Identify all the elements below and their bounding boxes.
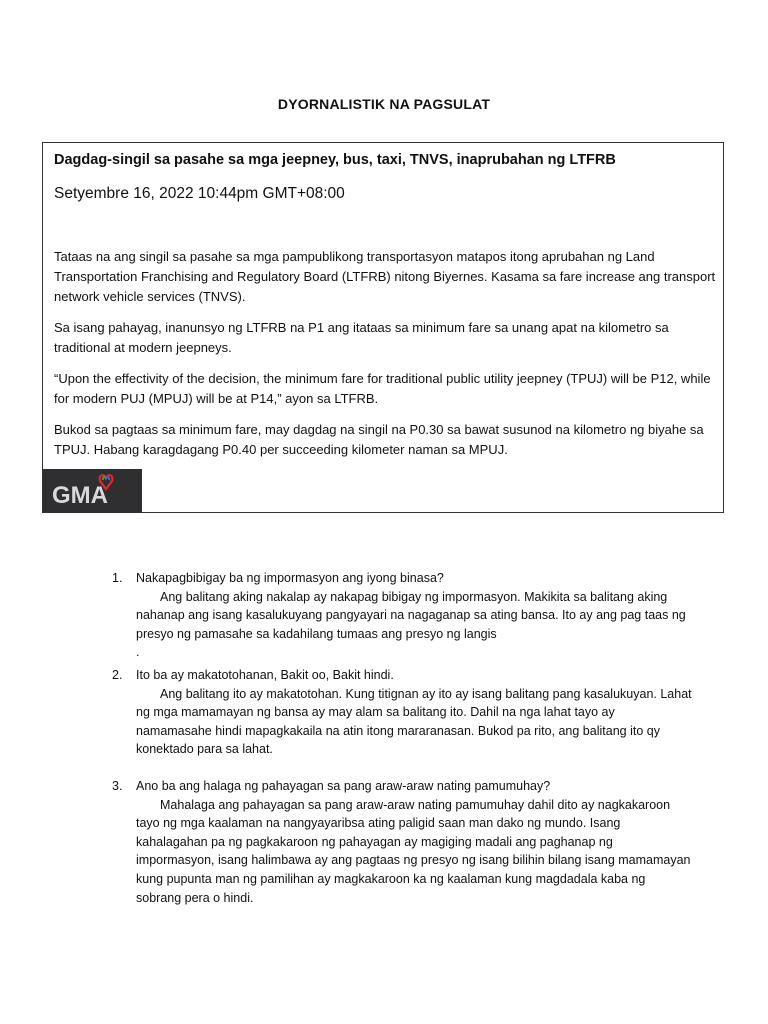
question-text: Ito ba ay makatotohanan, Bakit oo, Bakit hindi. xyxy=(136,667,394,682)
answer-text: Ang balitang aking nakalap ay nakapag bibigay ng impormasyon. Makikita sa balitang aking nahanap ang isang kasalukuyang pangyayari na nagaganap sa ating bansa. Ito ay ang pag taas ng presyo ng pamasahe sa kadahilang tumaas ang presyo ng langis xyxy=(136,589,686,641)
answer-text: Mahalaga ang pahayagan sa pang araw-araw nating pamumuhay dahil dito ay nagkakaroon tayo ng mga kaalaman na nangyayaribsa ating paligid saan man dako ng mundo. Isang kahalagahan pa ng pagkakaroon ng pahayagan ay magiging madali ang paghanap ng impormasyon, isang halimbawa ay ang pagtaas ng presyo ng isang bilihin bilang isang mamamayan kung pupunta man ng pamilihan ay magkakaroon ka ng kaalaman kung magdadala kaba ng sobrang pera o hindi. xyxy=(136,797,691,905)
article-dateline: Setyembre 16, 2022 10:44pm GMT+08:00 xyxy=(54,185,345,202)
article-paragraph: Bukod sa pagtaas sa minimum fare, may dagdag na singil na P0.30 sa bawat susunod na kilometro ng biyahe sa TPUJ. Habang karagdagang P0.40 per succeeding kilometer naman sa MPUJ. xyxy=(54,422,704,457)
question-text: Nakapagbibigay ba ng impormasyon ang iyong binasa? xyxy=(136,571,444,585)
document-title: DYORNALISTIK NA PAGSULAT xyxy=(277,96,491,112)
question-number: 3. xyxy=(112,778,123,793)
question-list xyxy=(112,569,692,907)
article-paragraph: Sa isang pahayag, inanunsyo ng LTFRB na P1 ang itataas sa minimum fare sa unang apat na kilometro sa traditional at modern jeepneys. xyxy=(54,320,669,355)
article-headline: Dagdag-singil sa pasahe sa mga jeepney, bus, taxi, TNVS, inaprubahan ng LTFRB xyxy=(54,152,616,168)
gma-logo-text: GMA xyxy=(52,482,108,509)
article-box xyxy=(42,142,724,513)
trailing-mark: . xyxy=(136,645,140,660)
gma-logo xyxy=(42,469,142,513)
list-item xyxy=(112,569,692,662)
question-number: 2. xyxy=(112,667,123,682)
article-paragraph: “Upon the effectivity of the decision, the minimum fare for traditional public utility jeepney (TPUJ) will be P12, while for modern PUJ (MPUJ) will be at P14,” ayon sa LTFRB. xyxy=(54,371,711,406)
article-paragraph: Tataas na ang singil sa pasahe sa mga pampublikong transportasyon matapos itong aprubahan ng Land Transportation Franchising and Regulatory Board (LTFRB) nitong Biyernes. Kasama sa fare increase ang transport network vehicle services (TNVS). xyxy=(54,249,716,304)
answer-text: Ang balitang ito ay makatotohan. Kung titignan ay ito ay isang balitang pang kasalukuyan. Lahat ng mga mamamayan ng bansa ay may alam sa balitang ito. Dahil na nga lahat tayo ay namamasahe hindi mapagkakaila na atin itong mararanasan. Bukod pa rito, ang balitang ito qy konektado para sa lahat. xyxy=(136,686,692,757)
question-text: Ano ba ang halaga ng pahayagan sa pang araw-araw nating pamumuhay? xyxy=(136,778,551,793)
article-body xyxy=(54,247,716,471)
list-item xyxy=(112,666,692,759)
question-number: 1. xyxy=(112,571,123,585)
list-item xyxy=(112,777,692,907)
